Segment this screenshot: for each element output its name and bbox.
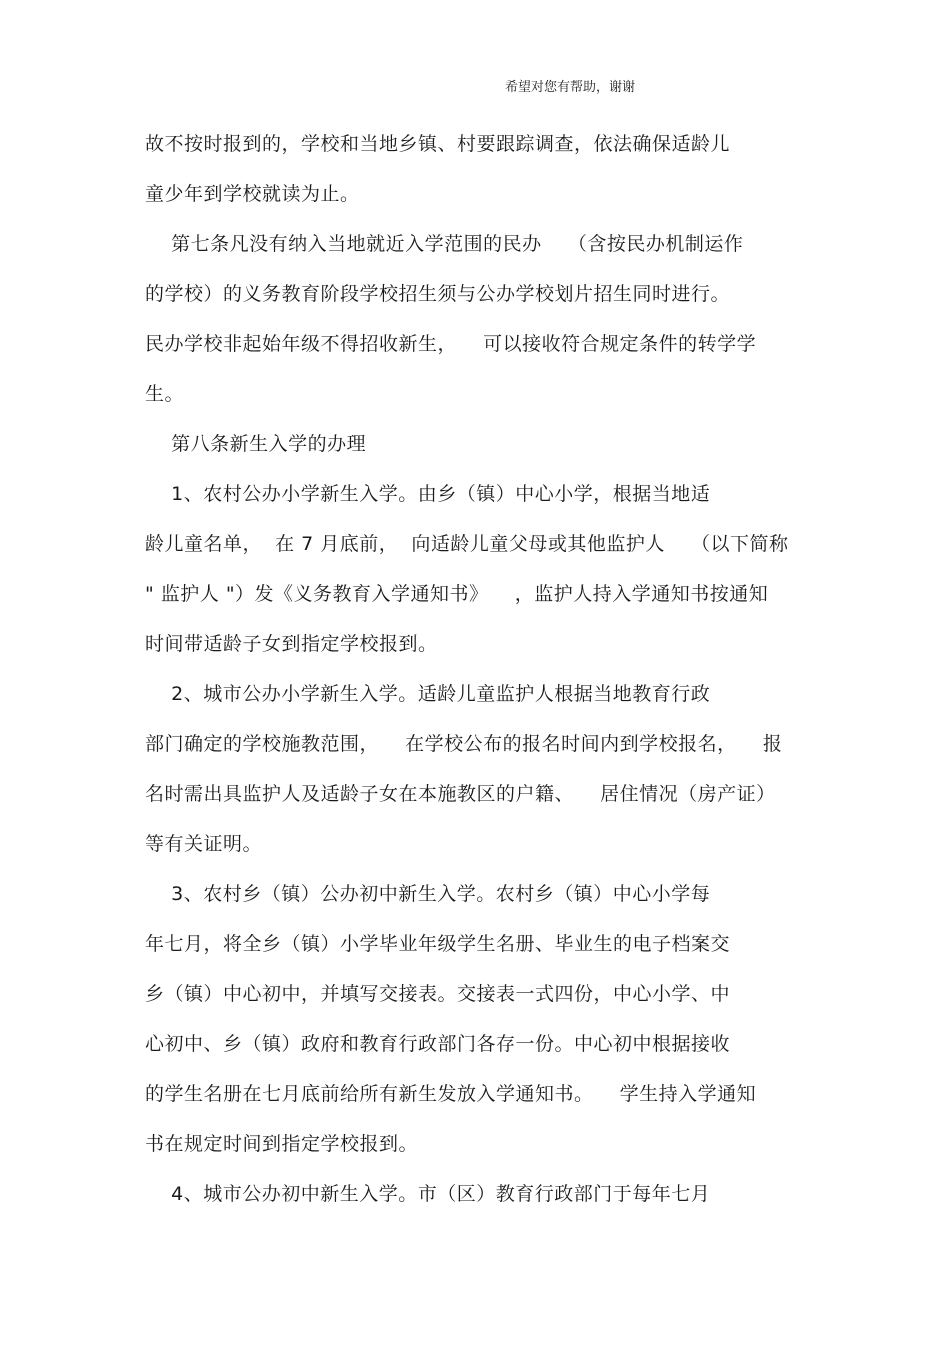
text-line: 书在规定时间到指定学校报到。 (145, 1133, 419, 1155)
text-line: 第八条新生入学的办理 (145, 433, 367, 455)
text-line: 4、城市公办初中新生入学。市（区）教育行政部门于每年七月 (145, 1183, 711, 1205)
page-header: 希望对您有帮助，谢谢 (504, 80, 635, 95)
text-line: 生。 (145, 383, 185, 405)
text-line: 故不按时报到的，学校和当地乡镇、村要跟踪调查，依法确保适龄儿 (145, 133, 731, 155)
text-line: 1、农村公办小学新生入学。由乡（镇）中心小学，根据当地适 (145, 483, 711, 505)
text-line: 的学生名册在七月底前给所有新生发放入学通知书。 学生持入学通知 (145, 1083, 757, 1105)
text-line: 乡（镇）中心初中，并填写交接表。交接表一式四份，中心小学、中 (145, 983, 731, 1005)
text-line: 第七条凡没有纳入当地就近入学范围的民办 （含按民办机制运作 (145, 233, 744, 255)
text-line: 2、城市公办小学新生入学。适龄儿童监护人根据当地教育行政 (145, 683, 711, 705)
text-line: 民办学校非起始年级不得招收新生， 可以接收符合规定条件的转学学 (145, 333, 757, 355)
text-line: " 监护人 "）发《义务教育入学通知书》 ，监护人持入学通知书按通知 (145, 583, 769, 605)
text-line: 时间带适龄子女到指定学校报到。 (145, 633, 438, 655)
text-line: 年七月，将全乡（镇）小学毕业年级学生名册、毕业生的电子档案交 (145, 933, 731, 955)
text-line: 龄儿童名单， 在 7 月底前， 向适龄儿童父母或其他监护人 （以下简称 (145, 533, 789, 555)
text-line: 部门确定的学校施教范围， 在学校公布的报名时间内到学校报名， 报 (145, 733, 783, 755)
text-line: 名时需出具监护人及适龄子女在本施教区的户籍、 居住情况（房产证） (145, 783, 776, 805)
text-line: 的学校）的义务教育阶段学校招生须与公办学校划片招生同时进行。 (145, 283, 731, 305)
text-line: 童少年到学校就读为止。 (145, 183, 360, 205)
text-line: 等有关证明。 (145, 833, 263, 855)
text-line: 3、农村乡（镇）公办初中新生入学。农村乡（镇）中心小学每 (145, 883, 711, 905)
text-line: 心初中、乡（镇）政府和教育行政部门各存一份。中心初中根据接收 (145, 1033, 731, 1055)
